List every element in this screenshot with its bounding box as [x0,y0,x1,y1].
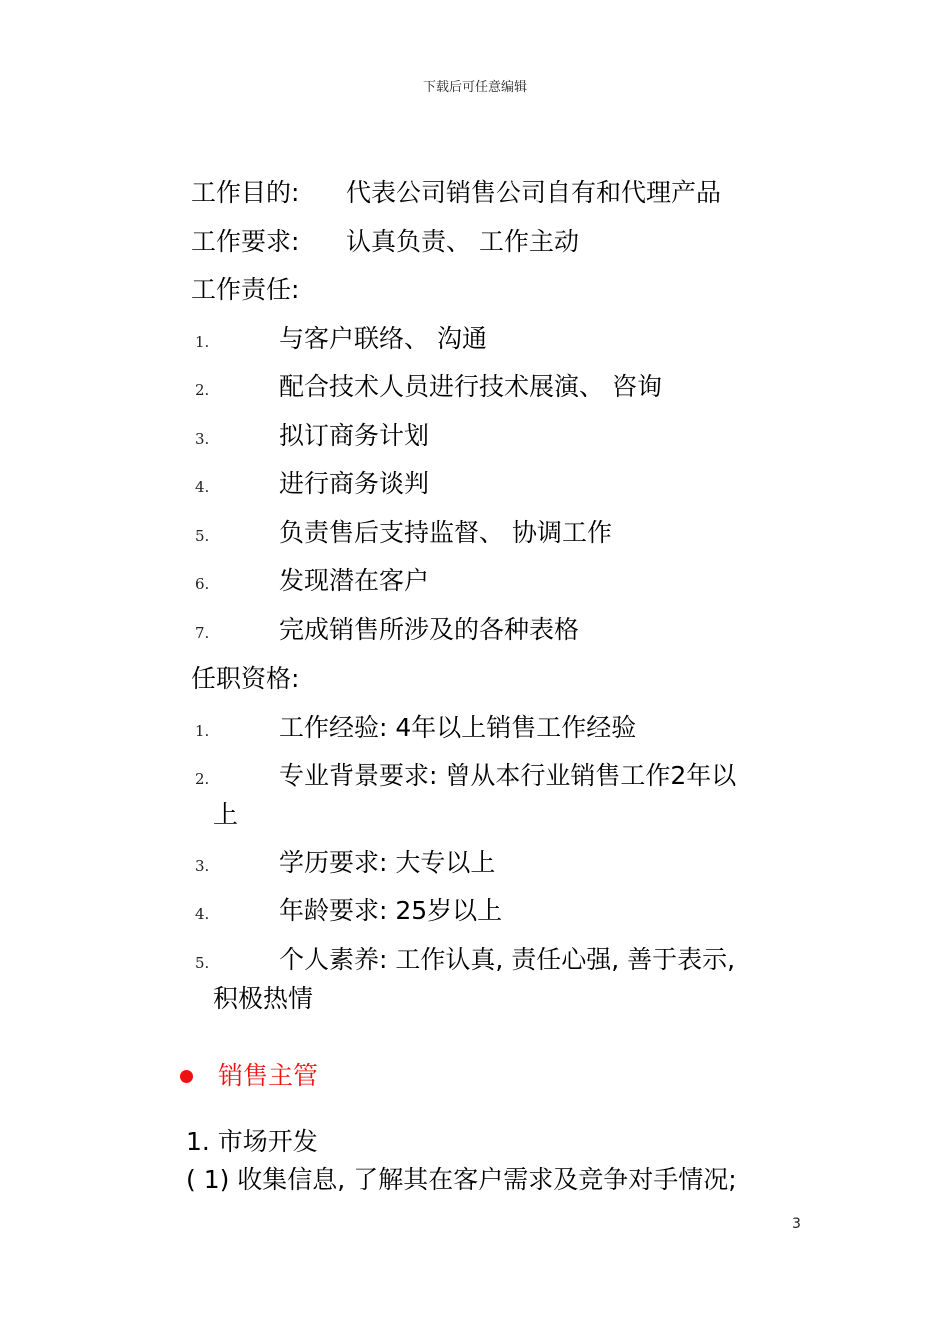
section-title: 销售主管 [218,1061,319,1090]
list-item: 个人素养: 工作认真, 责任心强, 善于表示, [279,945,736,974]
list-item-number: 2. [195,381,210,399]
list-item-continuation: 积极热情 [213,984,314,1013]
qualification-label: 任职资格: [191,664,300,693]
list-item-number: 4. [195,905,210,923]
list-item: 与客户联络、 沟通 [279,324,487,353]
purpose-value: 代表公司销售公司自有和代理产品 [346,178,722,207]
list-item: 完成销售所涉及的各种表格 [279,615,580,644]
list-item: 专业背景要求: 曾从本行业销售工作2年以 [279,761,737,790]
list-item: 工作经验: 4年以上销售工作经验 [279,713,637,742]
purpose-label: 工作目的: [191,178,300,207]
list-item-number: 5. [195,527,210,545]
requirement-label: 工作要求: [191,227,300,256]
list-item-number: 4. [195,478,210,496]
header-note: 下载后可任意编辑 [422,80,527,95]
list-item-number: 3. [195,430,210,448]
list-item: 学历要求: 大专以上 [279,848,496,877]
bullet-dot-icon [180,1070,193,1083]
list-item-number: 1. [195,722,210,740]
requirement-value: 认真负责、 工作主动 [346,227,579,256]
list-item-number: 6. [195,575,210,593]
list-item: 拟订商务计划 [279,421,430,450]
list-item: 年龄要求: 25岁以上 [279,896,503,925]
list-item: 负责售后支持监督、 协调工作 [279,518,612,547]
list-item-number: 7. [195,624,210,642]
list-item: 进行商务谈判 [279,469,430,498]
list-item: 发现潜在客户 [279,566,430,595]
list-item-number: 1. [195,333,210,351]
sub-heading: 1. 市场开发 [186,1127,318,1156]
list-item-number: 5. [195,954,210,972]
responsibility-label: 工作责任: [191,275,300,304]
body-line: ( 1) 收集信息, 了解其在客户需求及竞争对手情况; [186,1165,737,1194]
list-item: 配合技术人员进行技术展演、 咨询 [279,372,662,401]
page-number: 3 [792,1216,801,1232]
list-item-number: 3. [195,857,210,875]
list-item-number: 2. [195,770,210,788]
list-item-continuation: 上 [213,800,239,829]
